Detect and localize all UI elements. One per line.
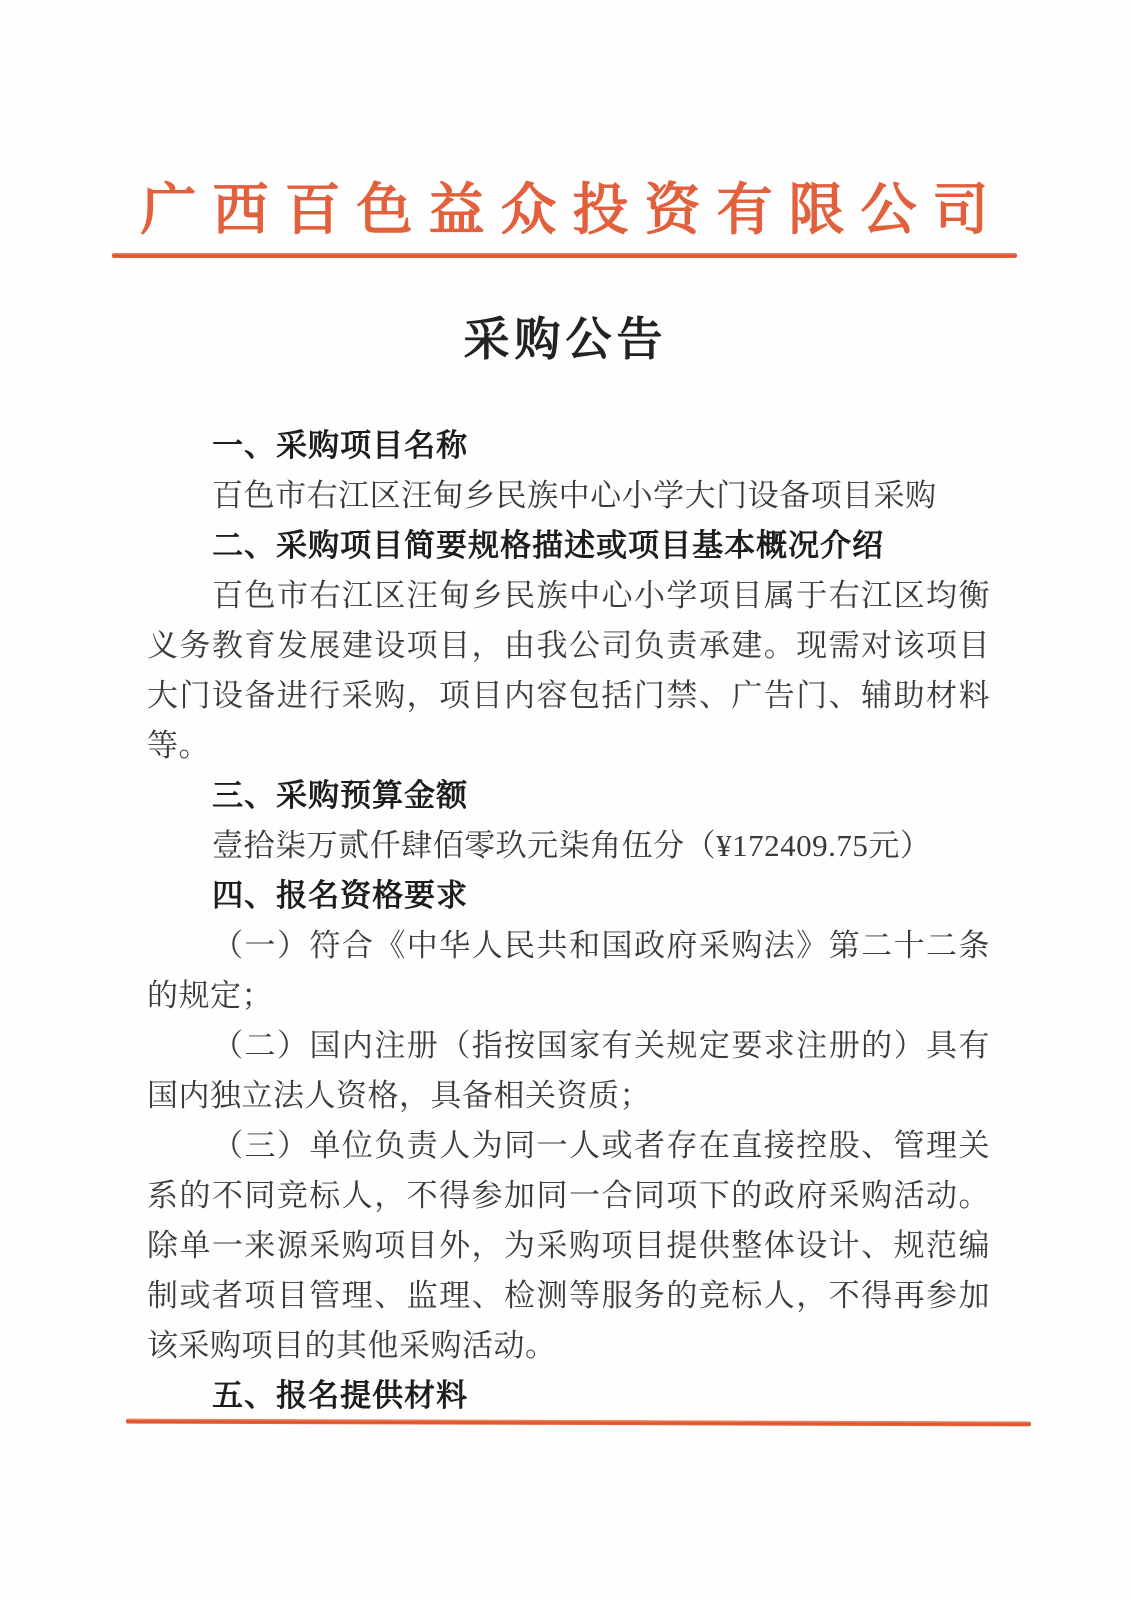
section-paragraph: （二）国内注册（指按国家有关规定要求注册的）具有国内独立法人资格，具备相关资质；: [147, 1028, 990, 1113]
section-registration-materials: [147, 1371, 990, 1421]
section-heading: 四、报名资格要求: [212, 878, 469, 913]
letterhead-rule: [112, 253, 1017, 258]
document-body: [147, 421, 990, 1421]
section-heading: 一、采购项目名称: [212, 428, 469, 463]
section-paragraph: （一）符合《中华人民共和国政府采购法》第二十二条的规定；: [147, 928, 990, 1013]
section-paragraph: 百色市右江区汪甸乡民族中心小学大门设备项目采购: [212, 478, 937, 513]
section-paragraph: （三）单位负责人为同一人或者存在直接控股、管理关系的不同竞标人，不得参加同一合同项下的政府采购活动。除单一来源采购项目外，为采购项目提供整体设计、规范编制或者项目管理、监理、检测等服务的竞标人，不得再参加该采购项目的其他采购活动。: [147, 1128, 990, 1363]
section-heading: 二、采购项目简要规格描述或项目基本概况介绍: [212, 528, 885, 563]
section-paragraph: 壹拾柒万贰仟肆佰零玖元柒角伍分（¥172409.75元）: [212, 828, 932, 863]
section-project-name: [147, 421, 990, 521]
section-heading: 三、采购预算金额: [212, 778, 469, 813]
section-paragraph: 百色市右江区汪甸乡民族中心小学项目属于右江区均衡义务教育发展建设项目，由我公司负责承建。现需对该项目大门设备进行采购，项目内容包括门禁、广告门、辅助材料等。: [147, 578, 990, 763]
section-heading: 五、报名提供材料: [212, 1378, 469, 1413]
document-title: 采购公告: [463, 314, 668, 365]
section-budget: [147, 771, 990, 871]
letterhead: [112, 178, 1017, 258]
company-name: 广西百色益众投资有限公司: [140, 180, 1005, 242]
section-qualification-requirements: [147, 871, 990, 1371]
section-project-overview: [147, 521, 990, 771]
